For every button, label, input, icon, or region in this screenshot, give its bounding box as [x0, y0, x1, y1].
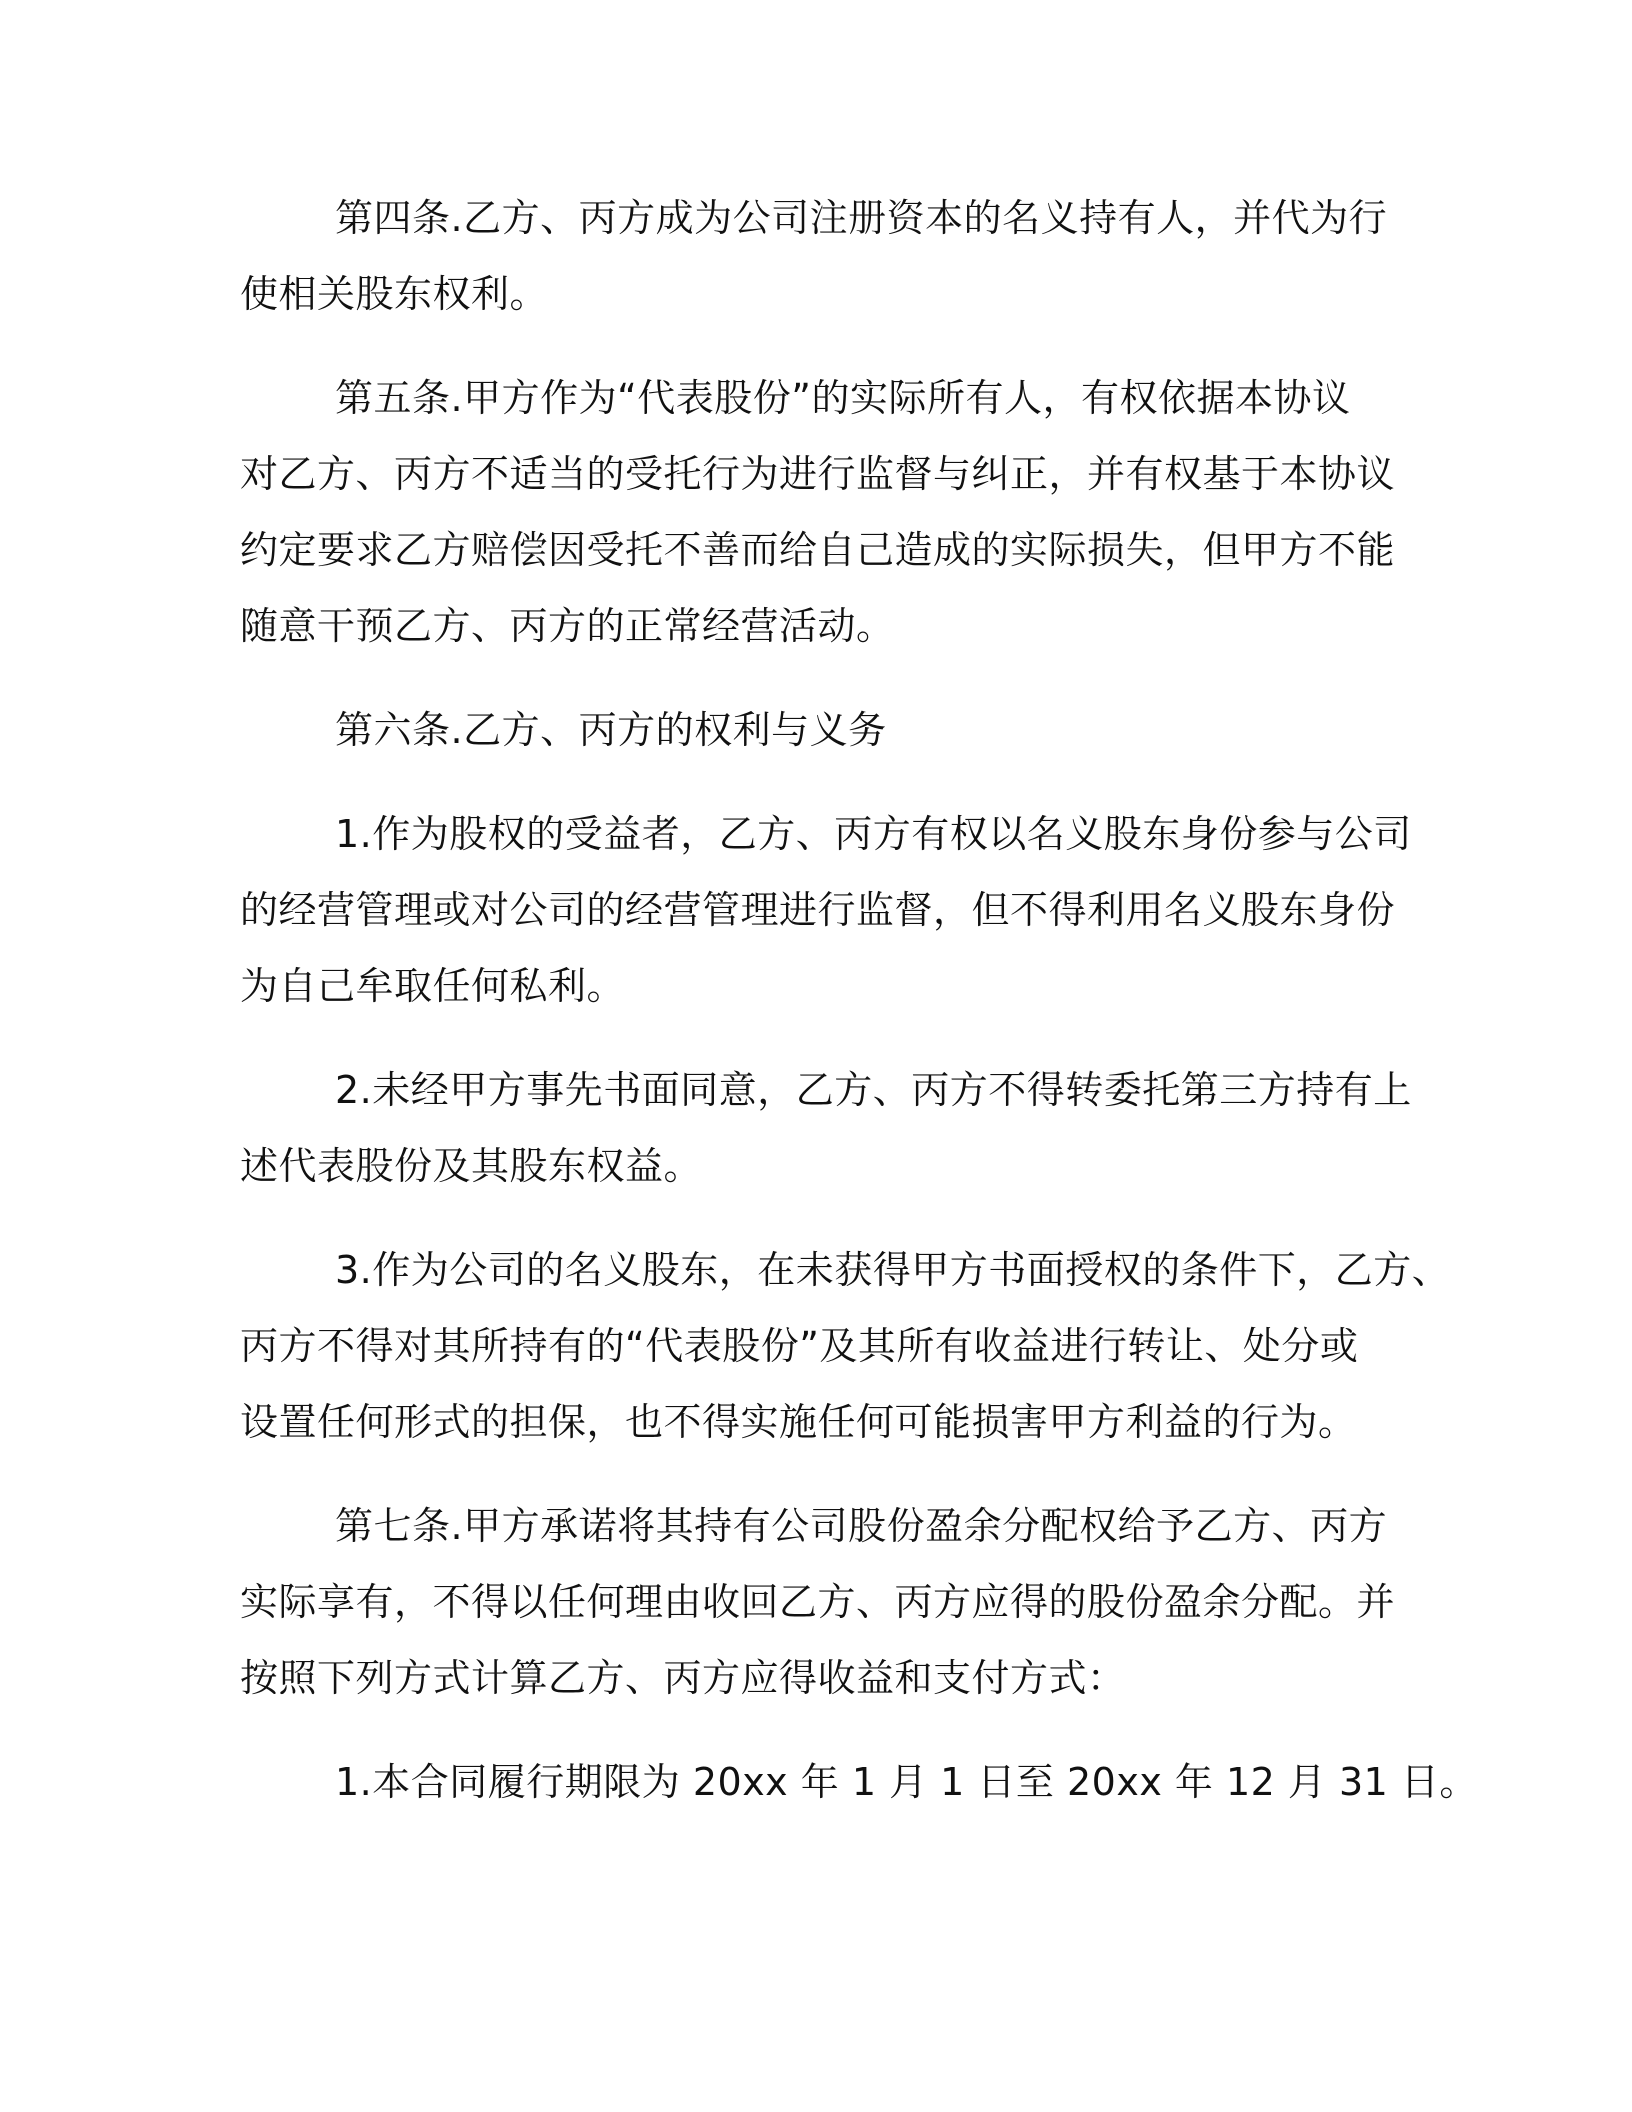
article-7-line-2: 实际享有，不得以任何理由收回乙方、丙方应得的股份盈余分配。并 [240, 1580, 1396, 1624]
article-6-item-1-line-3: 为自己牟取任何私利。 [240, 964, 626, 1008]
article-6-item-3-line-1: 3.作为公司的名义股东，在未获得甲方书面授权的条件下，乙方、 [335, 1248, 1451, 1292]
article-6-heading: 第六条.乙方、丙方的权利与义务 [335, 708, 887, 752]
article-4-line-1: 第四条.乙方、丙方成为公司注册资本的名义持有人，并代为行 [335, 196, 1388, 240]
article-6-item-3-line-2: 丙方不得对其所持有的“代表股份”及其所有收益进行转让、处分或 [240, 1324, 1359, 1368]
article-7-line-3: 按照下列方式计算乙方、丙方应得收益和支付方式： [240, 1656, 1126, 1700]
article-5-line-2: 对乙方、丙方不适当的受托行为进行监督与纠正，并有权基于本协议 [240, 452, 1396, 496]
article-5-line-4: 随意干预乙方、丙方的正常经营活动。 [240, 604, 895, 648]
article-6-item-3-line-3: 设置任何形式的担保，也不得实施任何可能损害甲方利益的行为。 [240, 1400, 1357, 1444]
article-6-item-2-line-1: 2.未经甲方事先书面同意，乙方、丙方不得转委托第三方持有上 [335, 1068, 1412, 1112]
article-6-item-2-line-2: 述代表股份及其股东权益。 [240, 1144, 703, 1188]
article-6-item-1-line-1: 1.作为股权的受益者，乙方、丙方有权以名义股东身份参与公司 [335, 812, 1412, 856]
article-6-item-1-line-2: 的经营管理或对公司的经营管理进行监督，但不得利用名义股东身份 [240, 888, 1396, 932]
article-4-line-2: 使相关股东权利。 [240, 272, 549, 316]
article-7-line-1: 第七条.甲方承诺将其持有公司股份盈余分配权给予乙方、丙方 [335, 1504, 1388, 1548]
article-7-item-1-line-1: 1.本合同履行期限为 20xx 年 1 月 1 日至 20xx 年 12 月 31 日。 [335, 1760, 1478, 1804]
article-5-line-3: 约定要求乙方赔偿因受托不善而给自己造成的实际损失，但甲方不能 [240, 528, 1396, 572]
article-5-line-1: 第五条.甲方作为“代表股份”的实际所有人，有权依据本协议 [335, 376, 1351, 420]
